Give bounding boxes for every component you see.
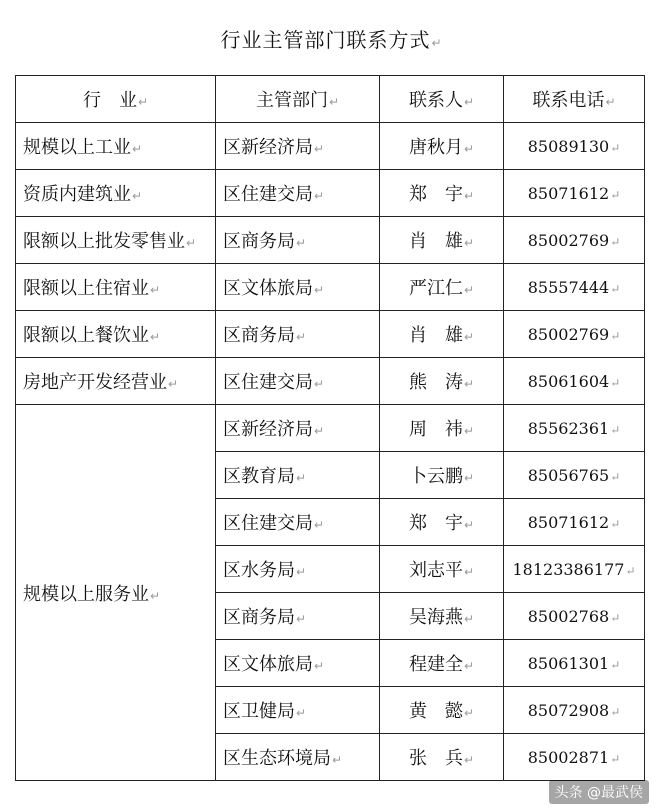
paragraph-mark-icon: ↵	[463, 612, 475, 626]
phone-cell: 85002769↵	[504, 311, 645, 358]
person-cell: 唐秋月↵	[380, 123, 504, 170]
table-row	[16, 170, 645, 217]
paragraph-mark-icon: ↵	[168, 377, 179, 391]
dept-cell: 区生态环境局↵	[216, 734, 380, 781]
paragraph-mark-icon: ↵	[610, 187, 621, 202]
header-row	[16, 76, 645, 123]
paragraph-mark-icon: ↵	[150, 283, 161, 297]
person-cell: 周 祎↵	[380, 405, 504, 452]
watermark: 头条 @最武侯	[549, 780, 649, 804]
paragraph-mark-icon: ↵	[296, 471, 307, 485]
paragraph-mark-icon: ↵	[186, 236, 197, 250]
paragraph-mark-icon: ↵	[610, 140, 621, 155]
dept-cell: 区新经济局↵	[216, 405, 380, 452]
paragraph-mark-icon: ↵	[314, 377, 325, 391]
paragraph-mark-icon: ↵	[610, 234, 621, 249]
title-text: 行业主管部门联系方式	[220, 28, 431, 52]
paragraph-mark-icon: ↵	[610, 469, 621, 484]
industry-cell: 规模以上工业↵	[16, 123, 216, 170]
paragraph-mark-icon: ↵	[463, 283, 475, 297]
paragraph-mark-icon: ↵	[610, 281, 621, 296]
table-row	[16, 358, 645, 405]
industry-cell: 房地产开发经营业↵	[16, 358, 216, 405]
paragraph-mark-icon: ↵	[314, 518, 325, 532]
header-industry: 行 业↵	[16, 76, 216, 123]
paragraph-mark-icon: ↵	[463, 142, 475, 156]
table-row	[16, 311, 645, 358]
industry-cell: 限额以上住宿业↵	[16, 264, 216, 311]
dept-cell: 区文体旅局↵	[216, 264, 380, 311]
industry-cell: 限额以上餐饮业↵	[16, 311, 216, 358]
paragraph-mark-icon: ↵	[150, 330, 161, 344]
paragraph-mark-icon: ↵	[463, 753, 475, 767]
phone-cell: 85072908↵	[504, 687, 645, 734]
person-cell: 熊 涛↵	[380, 358, 504, 405]
paragraph-mark-icon: ↵	[431, 36, 443, 50]
dept-cell: 区卫健局↵	[216, 687, 380, 734]
person-cell: 刘志平↵	[380, 546, 504, 593]
person-cell: 肖 雄↵	[380, 311, 504, 358]
contact-table	[15, 75, 645, 781]
paragraph-mark-icon: ↵	[328, 95, 340, 109]
paragraph-mark-icon: ↵	[610, 610, 621, 625]
dept-cell: 区商务局↵	[216, 593, 380, 640]
paragraph-mark-icon: ↵	[610, 657, 621, 672]
paragraph-mark-icon: ↵	[314, 659, 325, 673]
dept-cell: 区教育局↵	[216, 452, 380, 499]
paragraph-mark-icon: ↵	[463, 565, 475, 579]
dept-cell: 区商务局↵	[216, 311, 380, 358]
paragraph-mark-icon: ↵	[150, 588, 161, 603]
paragraph-mark-icon: ↵	[463, 518, 475, 532]
person-cell: 程建全↵	[380, 640, 504, 687]
paragraph-mark-icon: ↵	[610, 704, 621, 719]
paragraph-mark-icon: ↵	[610, 516, 621, 531]
paragraph-mark-icon: ↵	[314, 142, 325, 156]
industry-cell: 规模以上服务业↵	[16, 405, 216, 781]
paragraph-mark-icon: ↵	[610, 751, 621, 766]
phone-cell: 85061301↵	[504, 640, 645, 687]
dept-cell: 区新经济局↵	[216, 123, 380, 170]
paragraph-mark-icon: ↵	[463, 330, 475, 344]
person-cell: 肖 雄↵	[380, 217, 504, 264]
paragraph-mark-icon: ↵	[314, 189, 325, 203]
table-row	[16, 123, 645, 170]
paragraph-mark-icon: ↵	[463, 95, 475, 109]
person-cell: 卜云鹏↵	[380, 452, 504, 499]
paragraph-mark-icon: ↵	[296, 236, 307, 250]
person-cell: 吴海燕↵	[380, 593, 504, 640]
phone-cell: 85089130↵	[504, 123, 645, 170]
header-dept: 主管部门↵	[216, 76, 380, 123]
phone-cell: 85557444↵	[504, 264, 645, 311]
table-body	[16, 123, 645, 781]
person-cell: 黄 懿↵	[380, 687, 504, 734]
paragraph-mark-icon: ↵	[610, 328, 621, 343]
paragraph-mark-icon: ↵	[463, 189, 475, 203]
person-cell: 郑 宇↵	[380, 170, 504, 217]
person-cell: 张 兵↵	[380, 734, 504, 781]
paragraph-mark-icon: ↵	[463, 236, 475, 250]
paragraph-mark-icon: ↵	[132, 142, 143, 156]
dept-cell: 区住建交局↵	[216, 170, 380, 217]
person-cell: 严江仁↵	[380, 264, 504, 311]
paragraph-mark-icon: ↵	[463, 471, 475, 485]
document-title	[0, 24, 663, 53]
phone-cell: 85071612↵	[504, 170, 645, 217]
paragraph-mark-icon: ↵	[332, 753, 343, 767]
phone-cell: 85061604↵	[504, 358, 645, 405]
paragraph-mark-icon: ↵	[296, 565, 307, 579]
phone-cell: 85071612↵	[504, 499, 645, 546]
paragraph-mark-icon: ↵	[605, 95, 616, 109]
phone-cell: 85002768↵	[504, 593, 645, 640]
paragraph-mark-icon: ↵	[463, 377, 475, 391]
paragraph-mark-icon: ↵	[296, 330, 307, 344]
paragraph-mark-icon: ↵	[463, 706, 475, 720]
paragraph-mark-icon: ↵	[463, 424, 475, 438]
person-cell: 郑 宇↵	[380, 499, 504, 546]
paragraph-mark-icon: ↵	[314, 283, 325, 297]
paragraph-mark-icon: ↵	[296, 612, 307, 626]
dept-cell: 区住建交局↵	[216, 358, 380, 405]
dept-cell: 区商务局↵	[216, 217, 380, 264]
phone-cell: 85562361↵	[504, 405, 645, 452]
paragraph-mark-icon: ↵	[463, 659, 475, 673]
paragraph-mark-icon: ↵	[314, 424, 325, 438]
header-person: 联系人↵	[380, 76, 504, 123]
phone-cell: 85002871↵	[504, 734, 645, 781]
paragraph-mark-icon: ↵	[137, 95, 149, 109]
paragraph-mark-icon: ↵	[610, 422, 621, 437]
paragraph-mark-icon: ↵	[296, 706, 307, 720]
phone-cell: 85002769↵	[504, 217, 645, 264]
table-row	[16, 264, 645, 311]
phone-cell: 18123386177↵	[504, 546, 645, 593]
header-phone: 联系电话↵	[504, 76, 645, 123]
dept-cell: 区文体旅局↵	[216, 640, 380, 687]
table-row	[16, 217, 645, 264]
dept-cell: 区水务局↵	[216, 546, 380, 593]
paragraph-mark-icon: ↵	[625, 563, 636, 578]
phone-cell: 85056765↵	[504, 452, 645, 499]
industry-cell: 资质内建筑业↵	[16, 170, 216, 217]
paragraph-mark-icon: ↵	[610, 375, 621, 390]
industry-cell: 限额以上批发零售业↵	[16, 217, 216, 264]
table-row	[16, 405, 645, 452]
dept-cell: 区住建交局↵	[216, 499, 380, 546]
paragraph-mark-icon: ↵	[132, 189, 143, 203]
